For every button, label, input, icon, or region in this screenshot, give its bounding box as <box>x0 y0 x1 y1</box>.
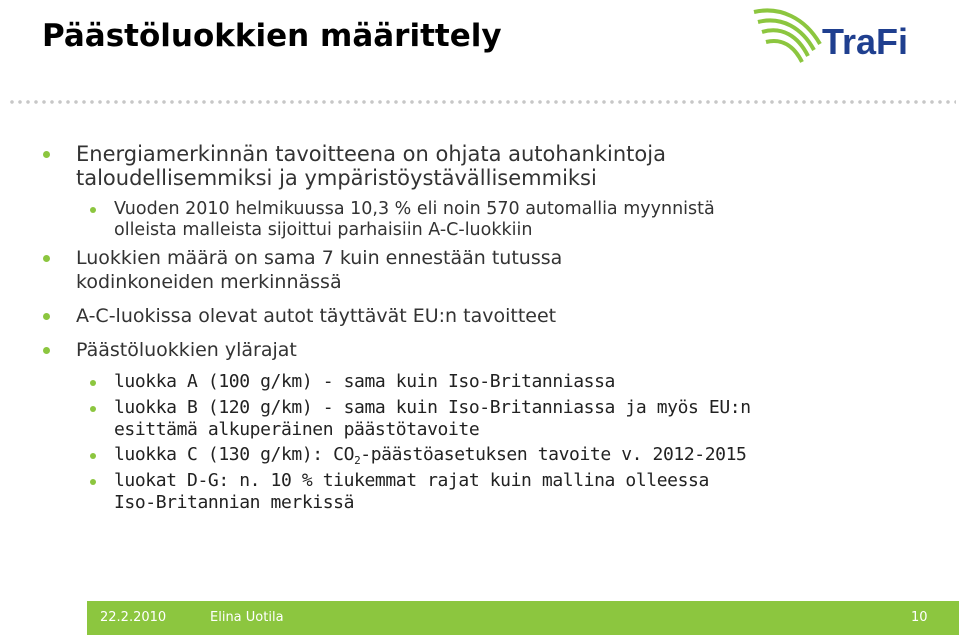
bullet-icon <box>43 255 50 262</box>
bullet-line: esittämä alkuperäinen päästötavoite <box>114 419 480 440</box>
bullet-line: olleista malleista sijoittui parhaisiin A-C-luokkiin <box>114 220 533 240</box>
bullet-line: kodinkoneiden merkinnässä <box>76 271 342 293</box>
bullet-line: Luokkien määrä on sama 7 kuin ennestään tutussa <box>76 247 563 269</box>
bullet-line: luokka B (120 g/km) - sama kuin Iso-Britanniassa ja myös EU:n <box>114 397 751 418</box>
bullet-line: Energiamerkinnän tavoitteena on ohjata autohankintoja <box>76 142 666 166</box>
bullet-line: luokat D-G: n. 10 % tiukemmat rajat kuin mallina olleessa <box>114 470 709 491</box>
bullet-line: Iso-Britannian merkissä <box>114 492 355 513</box>
bullet-icon <box>90 453 96 459</box>
footer-author: Elina Uotila <box>210 610 284 625</box>
bullet-icon <box>43 347 50 354</box>
bullet-line: taloudellisemmiksi ja ympäristöystävällisemmiksi <box>76 166 597 190</box>
bullet-icon <box>43 313 50 320</box>
logo-text: TraFi <box>822 21 909 62</box>
bullet-line: luokka A (100 g/km) - sama kuin Iso-Britanniassa <box>114 371 615 392</box>
bullet-icon <box>90 380 96 386</box>
bullet-text-part: luokka C (130 g/km): CO <box>114 444 355 465</box>
bullet-text <box>114 444 746 472</box>
subscript: 2 <box>354 454 361 467</box>
bullet-icon <box>90 207 96 213</box>
footer-date: 22.2.2010 <box>100 610 167 625</box>
bullet-text <box>76 338 297 362</box>
page-number: 10 <box>911 610 928 625</box>
footer-bar <box>87 601 959 635</box>
bullet-line <box>114 444 746 472</box>
bullet-text <box>114 470 709 514</box>
slide-title: Päästöluokkien määrittely <box>42 18 502 54</box>
bullet-line: Päästöluokkien ylärajat <box>76 339 297 361</box>
bullet-text-part: -päästöasetuksen tavoite v. 2012-2015 <box>360 444 747 465</box>
bullet-text <box>114 199 715 241</box>
bullet-line: A-C-luokissa olevat autot täyttävät EU:n tavoitteet <box>76 305 557 327</box>
bullet-text <box>76 246 562 294</box>
bullet-line: Vuoden 2010 helmikuussa 10,3 % eli noin 570 automallia myynnistä <box>114 199 715 219</box>
bullet-text <box>114 397 751 441</box>
bullet-icon <box>90 479 96 485</box>
bullet-text <box>76 142 666 190</box>
bullet-icon <box>43 151 50 158</box>
bullet-icon <box>90 406 96 412</box>
bullet-text <box>114 371 615 393</box>
bullet-text <box>76 304 556 328</box>
